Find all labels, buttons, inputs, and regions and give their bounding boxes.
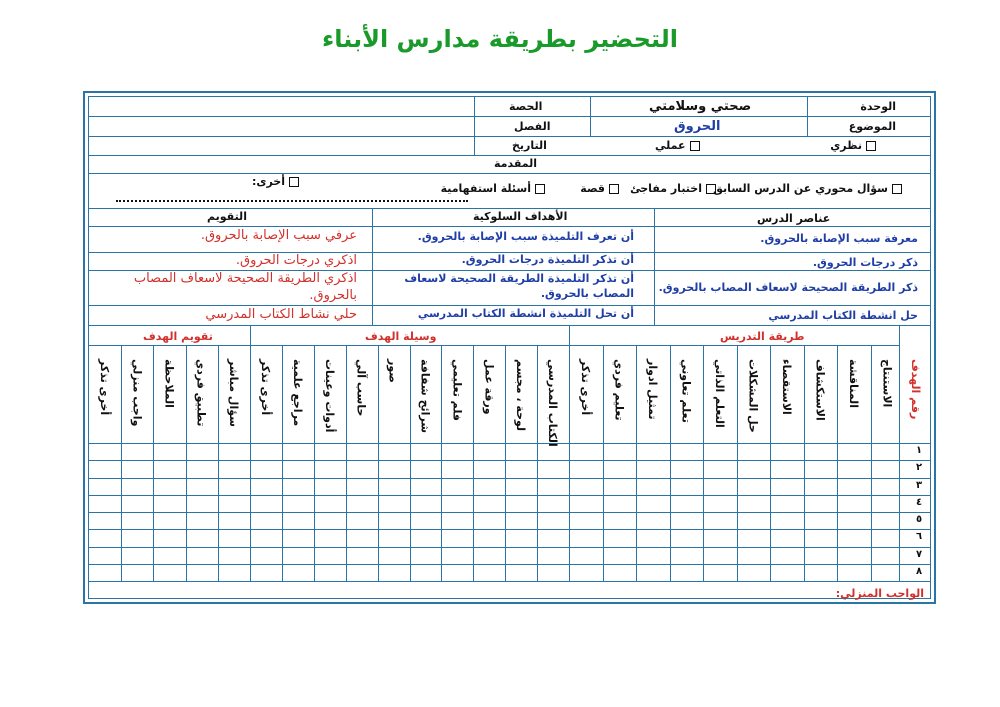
intro-label: المقدمة bbox=[494, 157, 538, 170]
form-inner bbox=[88, 96, 931, 599]
divider bbox=[89, 305, 930, 306]
unit-value: صحتي وسلامتي bbox=[649, 99, 752, 114]
theoretical-label: نظري bbox=[830, 139, 862, 152]
divider bbox=[474, 97, 475, 155]
other-option[interactable] bbox=[252, 175, 299, 188]
checkbox-icon bbox=[289, 177, 299, 187]
unit-label: الوحدة bbox=[860, 100, 896, 113]
divider bbox=[89, 136, 930, 137]
divider bbox=[737, 345, 738, 581]
divider bbox=[282, 345, 283, 581]
eval-column-header: أخرى تذكر bbox=[98, 359, 112, 416]
divider bbox=[89, 226, 930, 227]
lesson-elements-header: عناصر الدرس bbox=[757, 212, 831, 225]
lesson-element-cell: معرفة سبب الإصابة بالحروق. bbox=[760, 232, 918, 245]
divider bbox=[250, 325, 251, 581]
evals-group-header: تقويم الهدف bbox=[143, 330, 213, 343]
divider bbox=[186, 345, 187, 581]
evaluation-cell: اذكري الطريقة الصحيحة لاسعاف المصاب بالحروق. bbox=[133, 271, 357, 303]
divider bbox=[372, 208, 373, 325]
objectives-header: الأهداف السلوكية bbox=[473, 210, 568, 223]
intro-option-label: قصة bbox=[580, 182, 605, 195]
goal-row-number: ٦ bbox=[915, 531, 923, 543]
theoretical-option[interactable] bbox=[830, 139, 876, 152]
evaluation-cell: اذكري درجات الحروق. bbox=[235, 253, 357, 268]
aid-column-header: أدوات وعينات bbox=[322, 359, 336, 433]
divider bbox=[569, 325, 570, 581]
intro-option-label: أسئلة استفهامية bbox=[440, 182, 531, 195]
divider bbox=[899, 325, 900, 581]
page-title: التحضير بطريقة مدارس الأبناء bbox=[321, 25, 678, 53]
divider bbox=[636, 345, 637, 581]
divider bbox=[590, 97, 591, 136]
checkbox-icon bbox=[535, 184, 545, 194]
method-column-header: الاستكشاف bbox=[813, 359, 827, 421]
lesson-element-cell: ذكر الطريقة الصحيحة لاسعاف المصاب بالحروق. bbox=[658, 281, 918, 294]
topic-value: الحروق bbox=[674, 119, 721, 134]
divider bbox=[807, 97, 808, 136]
objective-cell: أن تذكر التلميذة الطريقة الصحيحة لاسعاف المصاب بالحروق. bbox=[404, 272, 634, 300]
aid-column-header: فلم تعليمي bbox=[450, 359, 464, 421]
evaluation-cell: عرفي سبب الإصابة بالحروق. bbox=[200, 228, 357, 243]
eval-column-header: واجب منزلي bbox=[130, 359, 144, 427]
aid-column-header: حاسب آلي bbox=[354, 359, 368, 417]
divider bbox=[378, 345, 379, 581]
objective-cell: أن تحل التلميذة انشطة الكتاب المدرسي bbox=[417, 307, 634, 320]
other-dotted-line bbox=[116, 200, 468, 202]
checkbox-icon bbox=[866, 141, 876, 151]
divider bbox=[837, 345, 838, 581]
checkbox-icon bbox=[706, 184, 716, 194]
goal-row-number: ٧ bbox=[915, 548, 923, 560]
intro-option-4[interactable] bbox=[441, 182, 545, 195]
divider bbox=[121, 345, 122, 581]
aid-column-header: مراجع علمية bbox=[290, 359, 304, 427]
divider bbox=[89, 208, 930, 209]
divider bbox=[654, 208, 655, 325]
aid-column-header: أخرى تذكر bbox=[258, 359, 272, 416]
lesson-element-cell: ذكر درجات الحروق. bbox=[812, 256, 918, 269]
divider bbox=[410, 345, 411, 581]
goal-row-number: ٣ bbox=[915, 479, 923, 491]
method-column-header: تعلم تعاوني bbox=[679, 359, 693, 423]
goal-row-number: ٥ bbox=[915, 514, 923, 525]
divider bbox=[804, 345, 805, 581]
homework-label: الواجب المنزلي: bbox=[835, 587, 924, 600]
aid-column-header: شرائح شفافة bbox=[418, 359, 432, 434]
method-column-header: أخرى تذكر bbox=[578, 359, 592, 416]
period-label: الحصة bbox=[509, 100, 543, 113]
objective-cell: أن تذكر التلميذة درجات الحروق. bbox=[461, 253, 634, 266]
divider bbox=[346, 345, 347, 581]
method-column-header: الاستقصاء bbox=[779, 359, 793, 415]
divider bbox=[770, 345, 771, 581]
method-column-header: الاستنتاج bbox=[880, 359, 894, 408]
divider bbox=[153, 345, 154, 581]
divider bbox=[603, 345, 604, 581]
divider bbox=[441, 345, 442, 581]
goal-row-number: ١ bbox=[915, 445, 923, 456]
divider bbox=[218, 345, 219, 581]
divider bbox=[473, 345, 474, 581]
divider bbox=[89, 581, 930, 582]
lesson-element-cell: حل انشطة الكتاب المدرسي bbox=[768, 309, 918, 322]
divider bbox=[89, 345, 900, 346]
eval-column-header: الملاحظة bbox=[162, 359, 176, 408]
aid-column-header: صور bbox=[386, 359, 400, 383]
aids-group-header: وسيلة الهدف bbox=[365, 330, 437, 343]
other-label: أخرى: bbox=[251, 175, 285, 188]
divider bbox=[505, 345, 506, 581]
goal-row-number: ٢ bbox=[915, 462, 923, 474]
methods-group-header: طريقة التدريس bbox=[720, 330, 805, 343]
divider bbox=[537, 345, 538, 581]
eval-column-header: تطبيق فردي bbox=[194, 359, 208, 427]
intro-option-1[interactable] bbox=[713, 182, 902, 195]
intro-option-label: اختبار مفاجئ bbox=[630, 182, 702, 195]
lesson-plan-form bbox=[83, 91, 936, 604]
objective-cell: أن تعرف التلميذة سبب الإصابة بالحروق. bbox=[417, 230, 634, 243]
divider bbox=[89, 325, 930, 326]
intro-option-3[interactable] bbox=[580, 182, 619, 195]
intro-option-label: سؤال محوري عن الدرس السابق bbox=[713, 182, 888, 195]
method-column-header: تمثيل ادوار bbox=[645, 359, 659, 420]
method-column-header: التعلم الذاتي bbox=[712, 359, 726, 428]
topic-label: الموضوع bbox=[848, 120, 896, 133]
divider bbox=[89, 155, 930, 156]
divider bbox=[703, 345, 704, 581]
class-label: الفصل bbox=[514, 120, 551, 133]
practical-label: عملي bbox=[655, 139, 686, 152]
checkbox-icon bbox=[690, 141, 700, 151]
evaluation-cell: حلي نشاط الكتاب المدرسي bbox=[205, 307, 357, 322]
divider bbox=[871, 345, 872, 581]
method-column-header: تعليم فردي bbox=[612, 359, 626, 421]
evaluation-header: التقويم bbox=[207, 210, 247, 223]
checkbox-icon bbox=[609, 184, 619, 194]
aid-column-header: ورقة عمل bbox=[482, 359, 496, 415]
goal-number-header: رقم الهدف bbox=[909, 359, 922, 420]
divider bbox=[670, 345, 671, 581]
practical-option[interactable] bbox=[655, 139, 700, 152]
aid-column-header: لوحة ، مجسم bbox=[514, 359, 528, 432]
date-label: التاريخ bbox=[512, 139, 547, 152]
method-column-header: حل المشكلات bbox=[746, 359, 760, 433]
aid-column-header: الكتاب المدرسي bbox=[546, 359, 560, 447]
intro-option-2[interactable] bbox=[630, 182, 716, 195]
goal-row-number: ٤ bbox=[915, 496, 923, 508]
eval-column-header: سؤال مباشر bbox=[226, 359, 240, 427]
divider bbox=[89, 116, 930, 117]
divider bbox=[89, 173, 930, 174]
goal-row-number: ٨ bbox=[915, 565, 923, 577]
checkbox-icon bbox=[892, 184, 902, 194]
method-column-header: المناقشة bbox=[846, 359, 860, 408]
divider bbox=[314, 345, 315, 581]
